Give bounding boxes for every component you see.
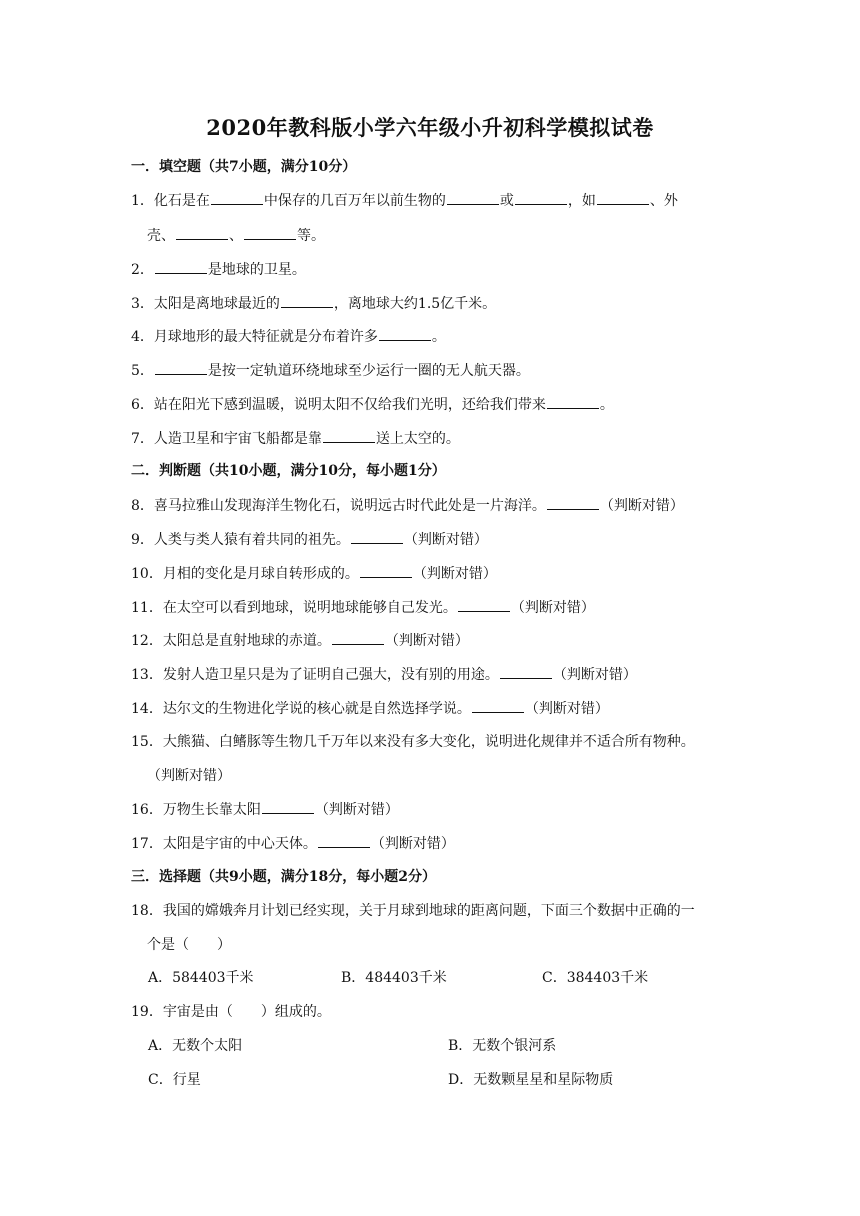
question-5: 5． 是按一定轨道环绕地球至少运行一圈的无人航天器。 (131, 360, 530, 381)
question-11: 11．在太空可以看到地球，说明地球能够自己发光。 （判断对错） (131, 597, 595, 618)
question-18-cont: 个是（ ） (147, 937, 231, 953)
answer-blank[interactable] (547, 394, 599, 409)
answer-blank[interactable] (262, 799, 314, 814)
question-8: 8．喜马拉雅山发现海洋生物化石，说明远古时代此处是一片海洋。 （判断对错） (131, 495, 684, 516)
answer-blank[interactable] (155, 259, 207, 274)
answer-blank[interactable] (323, 428, 375, 443)
question-4: 4．月球地形的最大特征就是分布着许多 。 (131, 326, 446, 347)
option-19-c[interactable]: C．行星 (148, 1072, 201, 1088)
answer-blank[interactable] (597, 190, 649, 205)
question-16: 16．万物生长靠太阳 （判断对错） (131, 799, 399, 820)
question-14: 14．达尔文的生物进化学说的核心就是自然选择学说。 （判断对错） (131, 698, 609, 719)
answer-blank[interactable] (547, 495, 599, 510)
answer-blank[interactable] (515, 190, 567, 205)
answer-blank[interactable] (281, 293, 333, 308)
option-18-a[interactable]: A．584403千米 (148, 970, 254, 986)
question-19: 19．宇宙是由（ ）组成的。 (131, 1004, 331, 1020)
option-19-b[interactable]: B．无数个银河系 (448, 1038, 557, 1054)
section-choice-heading: 三．选择题（共9小题，满分18分，每小题2分） (131, 869, 436, 885)
section-fill-heading: 一．填空题（共7小题，满分10分） (131, 159, 357, 175)
question-9: 9．人类与类人猿有着共同的祖先。 （判断对错） (131, 529, 488, 550)
question-7: 7．人造卫星和宇宙飞船都是靠 送上太空的。 (131, 428, 460, 449)
answer-blank[interactable] (332, 630, 384, 645)
question-10: 10．月相的变化是月球自转形成的。 （判断对错） (131, 563, 497, 584)
question-15: 15．大熊猫、白鳍豚等生物几千万年以来没有多大变化，说明进化规律并不适合所有物种。 (131, 734, 695, 750)
option-18-c[interactable]: C．384403千米 (542, 970, 649, 986)
answer-blank[interactable] (244, 225, 296, 240)
question-12: 12．太阳总是直射地球的赤道。 （判断对错） (131, 630, 469, 651)
option-18-b[interactable]: B．484403千米 (341, 970, 447, 986)
answer-blank[interactable] (472, 698, 524, 713)
answer-blank[interactable] (458, 597, 510, 612)
question-15-cont: （判断对错） (147, 768, 231, 784)
answer-blank[interactable] (500, 664, 552, 679)
page-title: 2020年教科版小学六年级小升初科学模拟试卷 (206, 115, 654, 140)
question-17: 17．太阳是宇宙的中心天体。 （判断对错） (131, 833, 455, 854)
answer-blank[interactable] (155, 360, 207, 375)
answer-blank[interactable] (318, 833, 370, 848)
answer-blank[interactable] (360, 563, 412, 578)
section-judge-heading: 二．判断题（共10小题，满分10分，每小题1分） (131, 463, 446, 479)
question-1-cont: 壳、 、 等。 (147, 225, 325, 246)
question-6: 6．站在阳光下感到温暖，说明太阳不仅给我们光明，还给我们带来 。 (131, 394, 614, 415)
answer-blank[interactable] (211, 190, 263, 205)
question-18: 18．我国的嫦娥奔月计划已经实现，关于月球到地球的距离问题，下面三个数据中正确的一 (131, 903, 695, 919)
option-19-a[interactable]: A．无数个太阳 (148, 1038, 243, 1054)
question-2: 2． 是地球的卫星。 (131, 259, 306, 280)
question-3: 3．太阳是离地球最近的 ，离地球大约1.5亿千米。 (131, 293, 496, 314)
question-13: 13．发射人造卫星只是为了证明自己强大，没有别的用途。 （判断对错） (131, 664, 637, 685)
answer-blank[interactable] (379, 326, 431, 341)
option-19-d[interactable]: D．无数颗星星和星际物质 (448, 1072, 614, 1088)
answer-blank[interactable] (447, 190, 499, 205)
question-1: 1．化石是在 中保存的几百万年以前生物的 或 ，如 、外 (131, 190, 678, 211)
answer-blank[interactable] (176, 225, 228, 240)
answer-blank[interactable] (351, 529, 403, 544)
